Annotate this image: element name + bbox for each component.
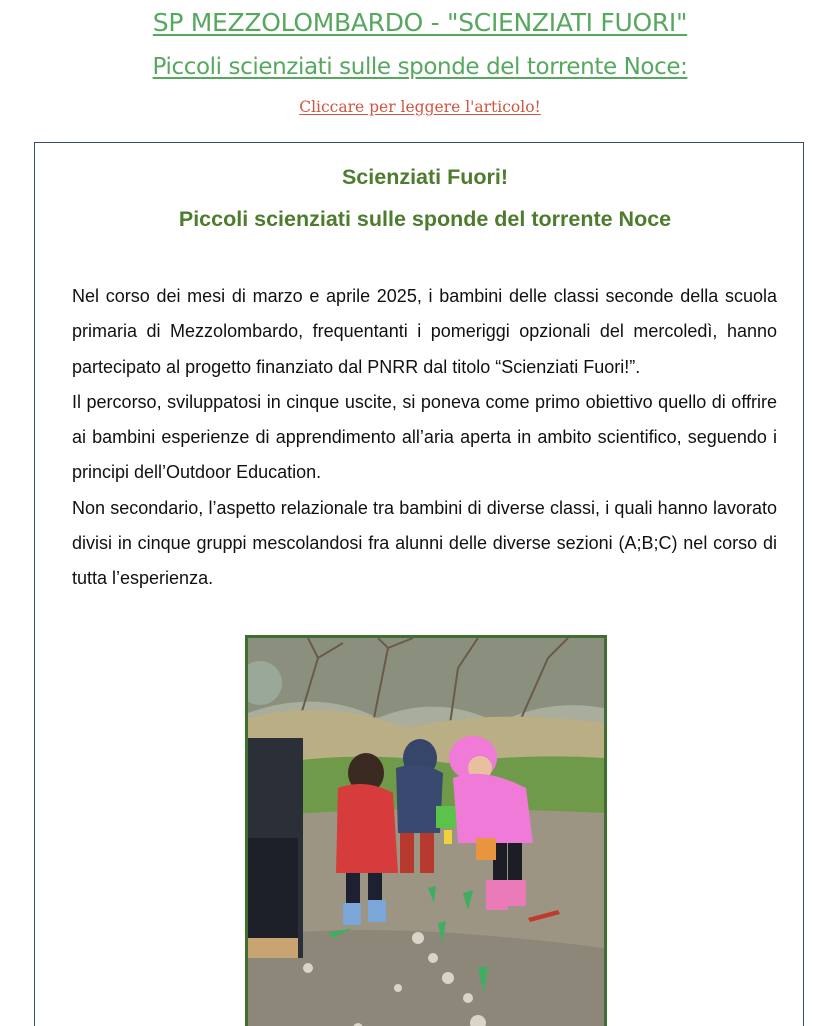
article-photo bbox=[245, 635, 607, 1026]
children-by-river-photo bbox=[248, 638, 604, 1026]
article-subtitle: Piccoli scienziati sulle sponde del torrente Noce bbox=[178, 207, 672, 231]
article-body bbox=[72, 279, 777, 597]
article-paragraph-3: Non secondario, l’aspetto relazionale tra bambini di diverse classi, i quali hanno lavorato divisi in cinque gruppi mescolandosi fra alunni delle diverse sezioni (A;B;C) nel corso di tutta l’esperienza. bbox=[72, 497, 777, 589]
page-subtitle[interactable]: Piccoli scienziati sulle sponde del torrente Noce: bbox=[152, 54, 688, 80]
article-paragraph-1: Nel corso dei mesi di marzo e aprile 2025, i bambini delle classi seconde della scuola primaria di Mezzolombardo, frequentanti i pomeriggi opzionali del mercoledì, hanno partecipato al progetto finanziato dal PNRR dal titolo “Scienziati Fuori!”. bbox=[72, 286, 777, 377]
article-paragraph-2: Il percorso, sviluppatosi in cinque uscite, si poneva come primo obiettivo quello di offrire ai bambini esperienze di apprendimento all’aria aperta in ambito scientifico, seguendo i principi dell’Outdoor Education. bbox=[72, 391, 777, 483]
page-title[interactable]: SP MEZZOLOMBARDO - "SCIENZIATI FUORI" bbox=[152, 8, 688, 37]
read-article-link[interactable]: Cliccare per leggere l'articolo! bbox=[299, 98, 541, 116]
article-title: Scienziati Fuori! bbox=[341, 165, 509, 189]
article-embed bbox=[34, 142, 804, 1026]
